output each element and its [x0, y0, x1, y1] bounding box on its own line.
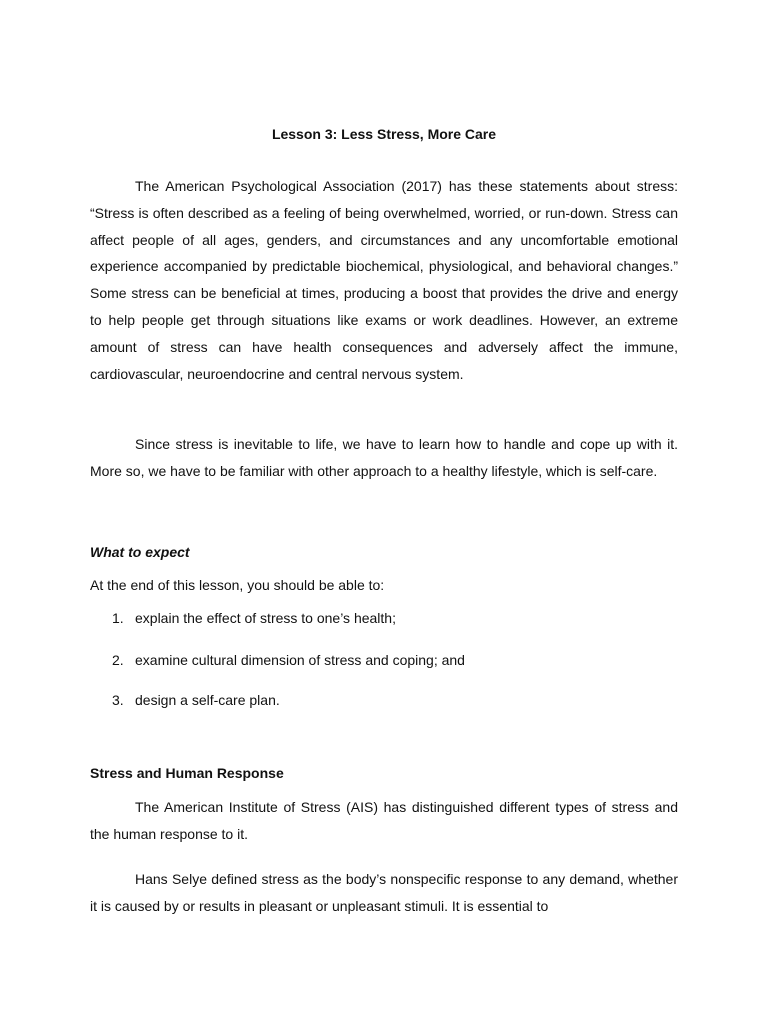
objective-item [112, 651, 465, 669]
section-heading-stress-response: Stress and Human Response [90, 765, 284, 781]
objective-text: design a self-care plan. [135, 692, 280, 708]
objective-text: examine cultural dimension of stress and coping; and [135, 652, 465, 668]
lesson-title: Lesson 3: Less Stress, More Care [271, 126, 497, 142]
objective-number: 3. [112, 692, 124, 708]
objective-number: 1. [112, 610, 124, 626]
objective-number: 2. [112, 652, 124, 668]
section-paragraph-ais: The American Institute of Stress (AIS) has distinguished different types of stress and the human response to it. [90, 799, 678, 842]
what-to-expect-heading: What to expect [90, 544, 190, 560]
intro-paragraph-apa: The American Psychological Association (2017) has these statements about stress: “Stress is often described as a feeling of being overwhelmed, worried, or run-down. Stress can affect people of all ages, genders, and circumstances and any uncomfortable emotional experience accompanied by predictable biochemical, physiological, and behavioral changes.” Some stress can be beneficial at times, producing a boost that provides the drive and energy to help people get through situations like exams or work deadlines. However, an extreme amount of stress can have health consequences and adversely affect the immune, cardiovascular, neuroendocrine and central nervous system. [90, 178, 678, 382]
objective-item [112, 691, 280, 709]
objective-item [112, 609, 396, 627]
intro-paragraph-self-care: Since stress is inevitable to life, we have to learn how to handle and cope up with it. More so, we have to be familiar with other approach to a healthy lifestyle, which is self-care. [90, 436, 678, 479]
section-paragraph-selye: Hans Selye defined stress as the body’s nonspecific response to any demand, whether it is caused by or results in pleasant or unpleasant stimuli. It is essential to [90, 871, 678, 914]
objective-text: explain the effect of stress to one’s health; [135, 610, 396, 626]
objectives-intro: At the end of this lesson, you should be able to: [90, 577, 385, 593]
